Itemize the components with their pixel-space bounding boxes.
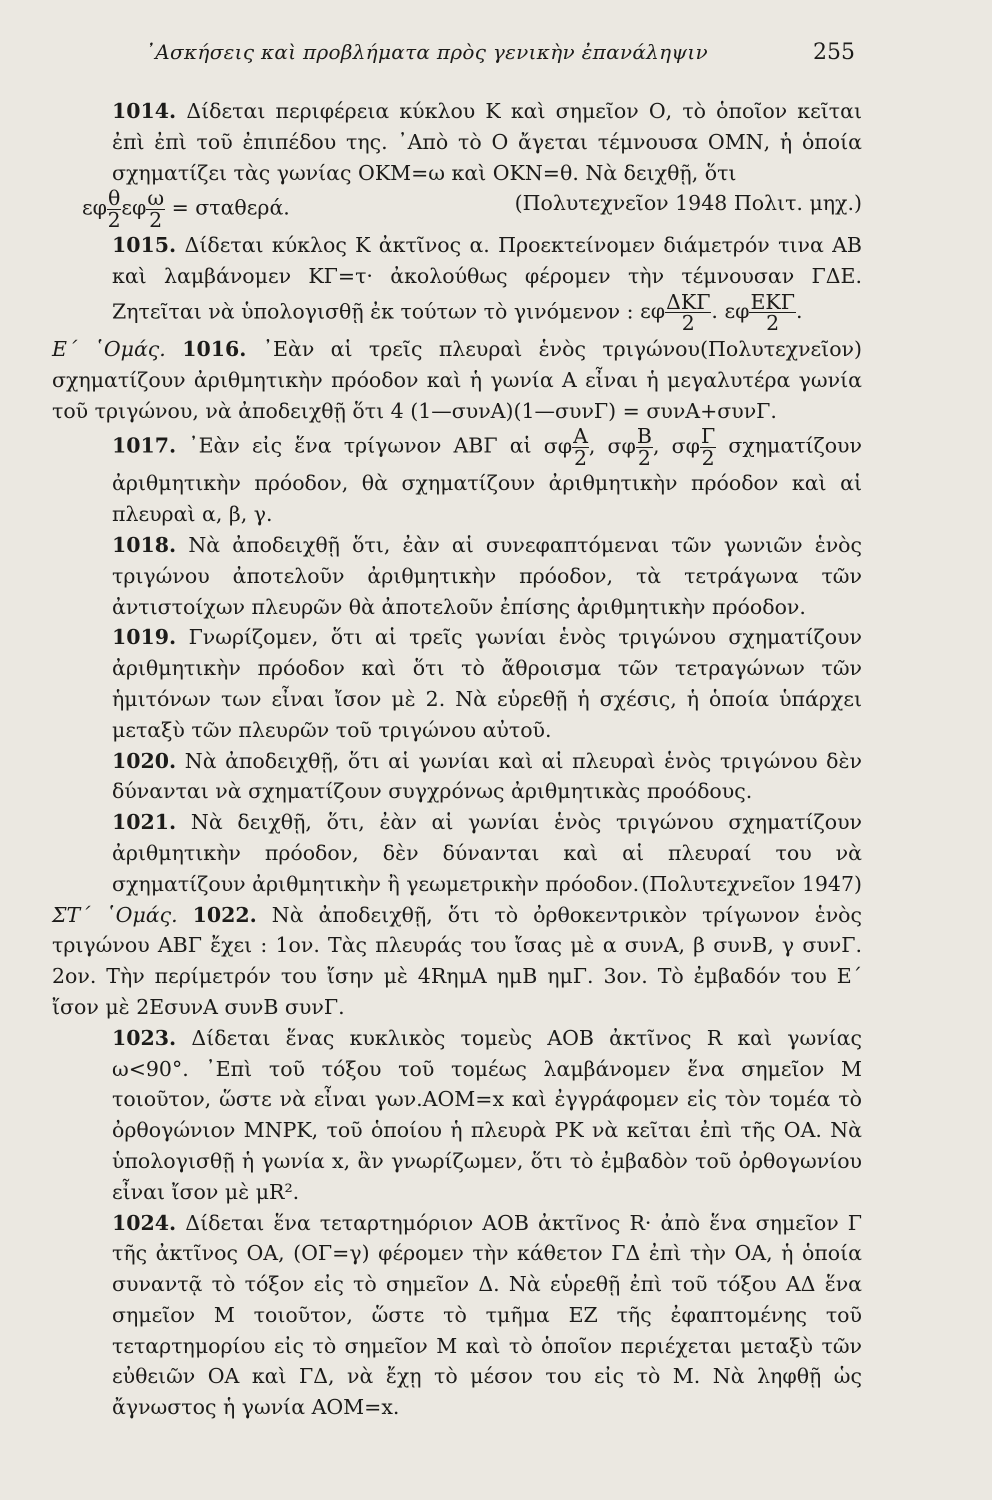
fraction-numerator: ω bbox=[147, 186, 165, 211]
exercise-text: Δίδεται ἕνα τεταρτημόριον ΑΟΒ ἀκτῖνος R· ἀπὸ ἕνα σημεῖον Γ τῆς ἀκτῖνος ΟΑ, (ΟΓ=γ) φέρομεν τὴν κάθετον ΓΔ ἐπὶ τὴν ΟΑ, ἡ ὁποία συναντᾷ τὸ τόξον εἰς τὸ σημεῖον Δ. Νὰ εὑρεθῇ ἐπὶ τοῦ τόξου ΑΔ ἕνα σημεῖον Μ τοιοῦτον, ὥστε τὸ τμῆμα ΕΖ τῆς ἐφαπτομένης τοῦ τεταρτημορίου εἰς τὸ σημεῖον Μ καὶ τὸ ὁποῖον περιέχεται μεταξὺ τῶν εὐθειῶν ΟΑ καὶ ΓΔ, νὰ ἔχῃ τὸ μέσον του εἰς τὸ Μ. Νὰ ληφθῇ ὡς ἄγνωστος ἡ γωνία ΑΟΜ=x. bbox=[112, 1210, 862, 1420]
formula-text: εφ bbox=[640, 299, 666, 324]
exercise-1024 bbox=[52, 1208, 862, 1424]
source-citation: (Πολυτεχνεῖον) bbox=[700, 336, 862, 361]
exercise-number: 1024. bbox=[112, 1210, 177, 1235]
exercise-text: Δίδεται κύκλος Κ ἀκτῖνος α. Προεκτείνομεν διάμετρόν τινα ΑΒ καὶ λαμβάνομεν ΚΓ=τ· ἀκολούθως φέρομεν τὴν τέμνουσαν ΓΔΕ. Ζητεῖται νὰ ὑπολογισθῇ ἐκ τούτων τὸ γινόμενον : bbox=[112, 233, 862, 324]
fraction bbox=[146, 188, 165, 230]
exercise-text: ᾿Εὰν εἰς ἕνα τρίγωνον ΑΒΓ αἱ bbox=[188, 433, 532, 458]
exercise-number: 1018. bbox=[112, 532, 177, 557]
fraction bbox=[572, 426, 589, 468]
fraction-denominator: 2 bbox=[573, 445, 588, 470]
exercise-text: ᾿Εὰν αἱ τρεῖς πλευραὶ ἑνὸς τριγώνου σχηματίζουν ἀριθμητικὴν πρόοδον καὶ ἡ γωνία Α εἶναι ἡ μεγαλυτέρα γωνία τοῦ τριγώνου, νὰ ἀποδειχθῇ ὅτι bbox=[52, 336, 862, 423]
exercise-1021 bbox=[52, 807, 862, 899]
page-body bbox=[52, 96, 862, 1423]
formula-text: . bbox=[795, 299, 803, 324]
exercise-1014 bbox=[52, 96, 862, 188]
exercise-text: Δίδεται περιφέρεια κύκλου Κ καὶ σημεῖον Ο, τὸ ὁποῖον κεῖται ἐπὶ ἐπὶ τοῦ ἐπιπέδου της. ᾿Απὸ τὸ Ο ἄγεται τέμνουσα ΟΜΝ, ἡ ὁποία σχηματίζει τὰς γωνίας ΟΚΜ=ω καὶ ΟΚΝ=θ. Νὰ δειχθῇ, ὅτι bbox=[112, 99, 862, 185]
exercise-text: Νὰ ἀποδειχθῇ, ὅτι αἱ γωνίαι καὶ αἱ πλευραὶ ἑνὸς τριγώνου δὲν δύνανται νὰ σχηματίζουν συγχρόνως ἀριθμητικὰς προόδους. bbox=[112, 748, 862, 804]
formula bbox=[640, 289, 803, 336]
fraction-numerator: ΕΚΓ bbox=[750, 289, 795, 314]
fraction-denominator: 2 bbox=[766, 311, 780, 336]
fraction-numerator: Β bbox=[636, 424, 652, 449]
exercise-1022 bbox=[52, 900, 862, 1023]
group-heading: ΣΤ΄ ῾Ομάς. bbox=[52, 902, 178, 927]
exercise-text: Γνωρίζομεν, ὅτι αἱ τρεῖς γωνίαι ἑνὸς τριγώνου σχηματίζουν ἀριθμητικὴν πρόοδον καὶ ὅτι τὸ ἄθροισμα τῶν τετραγώνων τῶν ἡμιτόνων των εἶναι ἴσον μὲ 2. Νὰ εὑρεθῇ ἡ σχέσις, ἡ ὁποία ὑπάρχει μεταξὺ τῶν πλευρῶν τοῦ τριγώνου αὐτοῦ. bbox=[112, 625, 862, 742]
fraction bbox=[665, 289, 711, 336]
fraction bbox=[107, 188, 121, 230]
formula-text: . εφ bbox=[711, 299, 750, 324]
exercise-1019 bbox=[52, 622, 862, 745]
exercise-number: 1023. bbox=[112, 1025, 177, 1050]
exercise-1023 bbox=[52, 1023, 862, 1208]
formula-line-1014 bbox=[52, 188, 862, 230]
page-header bbox=[145, 40, 855, 74]
exercise-1020 bbox=[52, 746, 862, 808]
formula bbox=[52, 188, 290, 230]
formula-text: εφ bbox=[82, 195, 107, 220]
formula-text: , σφ bbox=[652, 433, 700, 458]
fraction-denominator: 2 bbox=[701, 445, 715, 470]
fraction-numerator: θ bbox=[107, 186, 121, 211]
fraction bbox=[749, 289, 796, 336]
exercise-1017 bbox=[52, 426, 862, 530]
exercise-text: Νὰ ἀποδειχθῇ ὅτι, ἐὰν αἱ συνεφαπτόμεναι τῶν γωνιῶν ἑνὸς τριγώνου ἀποτελοῦν ἀριθμητικὴν πρόοδον, τὰ τετράγωνα τῶν ἀντιστοίχων πλευρῶν θὰ ἀποτελοῦν ἐπίσης ἀριθμητικὴν πρόοδον. bbox=[112, 532, 862, 619]
fraction-denominator: 2 bbox=[681, 311, 695, 336]
fraction bbox=[636, 426, 653, 468]
formula-text: εφ bbox=[121, 195, 147, 220]
fraction-numerator: ΔΚΓ bbox=[666, 289, 711, 314]
group-heading: Ε΄ ῾Ομάς. bbox=[52, 336, 166, 361]
exercise-number: 1021. bbox=[112, 810, 177, 835]
fraction-denominator: 2 bbox=[149, 207, 163, 232]
exercise-number: 1020. bbox=[112, 748, 177, 773]
formula: 4 (1—συνΑ)(1—συνΓ) = συνΑ+συνΓ. bbox=[390, 398, 777, 423]
fraction-numerator: Γ bbox=[700, 424, 716, 449]
formula-text: , σφ bbox=[588, 433, 636, 458]
source-citation: (Πολυτεχνεῖον 1948 Πολιτ. μηχ.) bbox=[514, 191, 862, 216]
fraction bbox=[700, 426, 716, 468]
exercise-number: 1017. bbox=[112, 433, 177, 458]
exercise-number: 1015. bbox=[112, 233, 177, 258]
exercise-text: Νὰ δειχθῇ, ὅτι, ἐὰν αἱ γωνίαι ἑνὸς τριγώνου σχηματίζουν ἀριθμητικὴν πρόοδον, δὲν δύνανται καὶ αἱ πλευραί του νὰ σχηματίζουν ἀριθμητικὴν ἢ γεωμετρικὴν πρόοδον. bbox=[112, 810, 862, 896]
formula-text: = σταθερά. bbox=[171, 195, 290, 220]
exercise-number: 1016. bbox=[182, 336, 247, 361]
exercise-number: 1022. bbox=[192, 902, 257, 927]
fraction-numerator: Α bbox=[573, 424, 588, 449]
formula-text: σφ bbox=[543, 433, 573, 458]
exercise-number: 1019. bbox=[112, 625, 177, 650]
page-number: 255 bbox=[813, 40, 855, 65]
source-citation: (Πολυτεχνεῖον 1947) bbox=[641, 871, 862, 896]
exercise-text: σχηματίζουν ἀριθμητικὴν πρόοδον, θὰ σχηματίζουν ἀριθμητικὴν πρόοδον καὶ αἱ πλευραὶ α, β, γ. bbox=[112, 433, 862, 527]
formula bbox=[543, 424, 729, 470]
running-title: ᾿Ασκήσεις καὶ προβλήματα πρὸς γενικὴν ἐπανάληψιν bbox=[145, 40, 708, 64]
exercise-text: Δίδεται ἕνας κυκλικὸς τομεὺς ΑΟΒ ἀκτῖνος R καὶ γωνίας ω<90°. ᾿Επὶ τοῦ τόξου τοῦ τομέως λαμβάνομεν ἕνα σημεῖον Μ τοιοῦτον, ὥστε νὰ εἶναι γων.ΑΟΜ=x καὶ ἐγγράφομεν εἰς τὸν τομέα τὸ ὀρθογώνιον ΜΝΡΚ, τοῦ ὁποίου ἡ πλευρὰ ΡΚ νὰ κεῖται ἐπὶ τῆς ΟΑ. Νὰ ὑπολογισθῇ ἡ γωνία x, ἂν γνωρίζωμεν, ὅτι τὸ ἐμβαδὸν τοῦ ὀρθογωνίου εἶναι ἴσον μὲ μR². bbox=[112, 1025, 862, 1204]
exercise-1018 bbox=[52, 530, 862, 622]
exercise-text: Νὰ ἀποδειχθῇ, ὅτι τὸ ὀρθοκεντρικὸν τρίγωνον ἑνὸς τριγώνου ΑΒΓ ἔχει : 1ον. Τὰς πλευράς του ἴσας μὲ α συνΑ, β συνΒ, γ συνΓ. 2ον. Τὴν περίμετρόν του ἴσην μὲ 4RημΑ ημΒ ημΓ. 3ον. Τὸ ἐμβαδόν του Ε΄ ἴσον μὲ 2ΕσυνΑ συνΒ συνΓ. bbox=[52, 902, 862, 1019]
fraction-denominator: 2 bbox=[637, 445, 651, 470]
fraction-denominator: 2 bbox=[107, 207, 121, 232]
exercise-number: 1014. bbox=[112, 99, 177, 123]
